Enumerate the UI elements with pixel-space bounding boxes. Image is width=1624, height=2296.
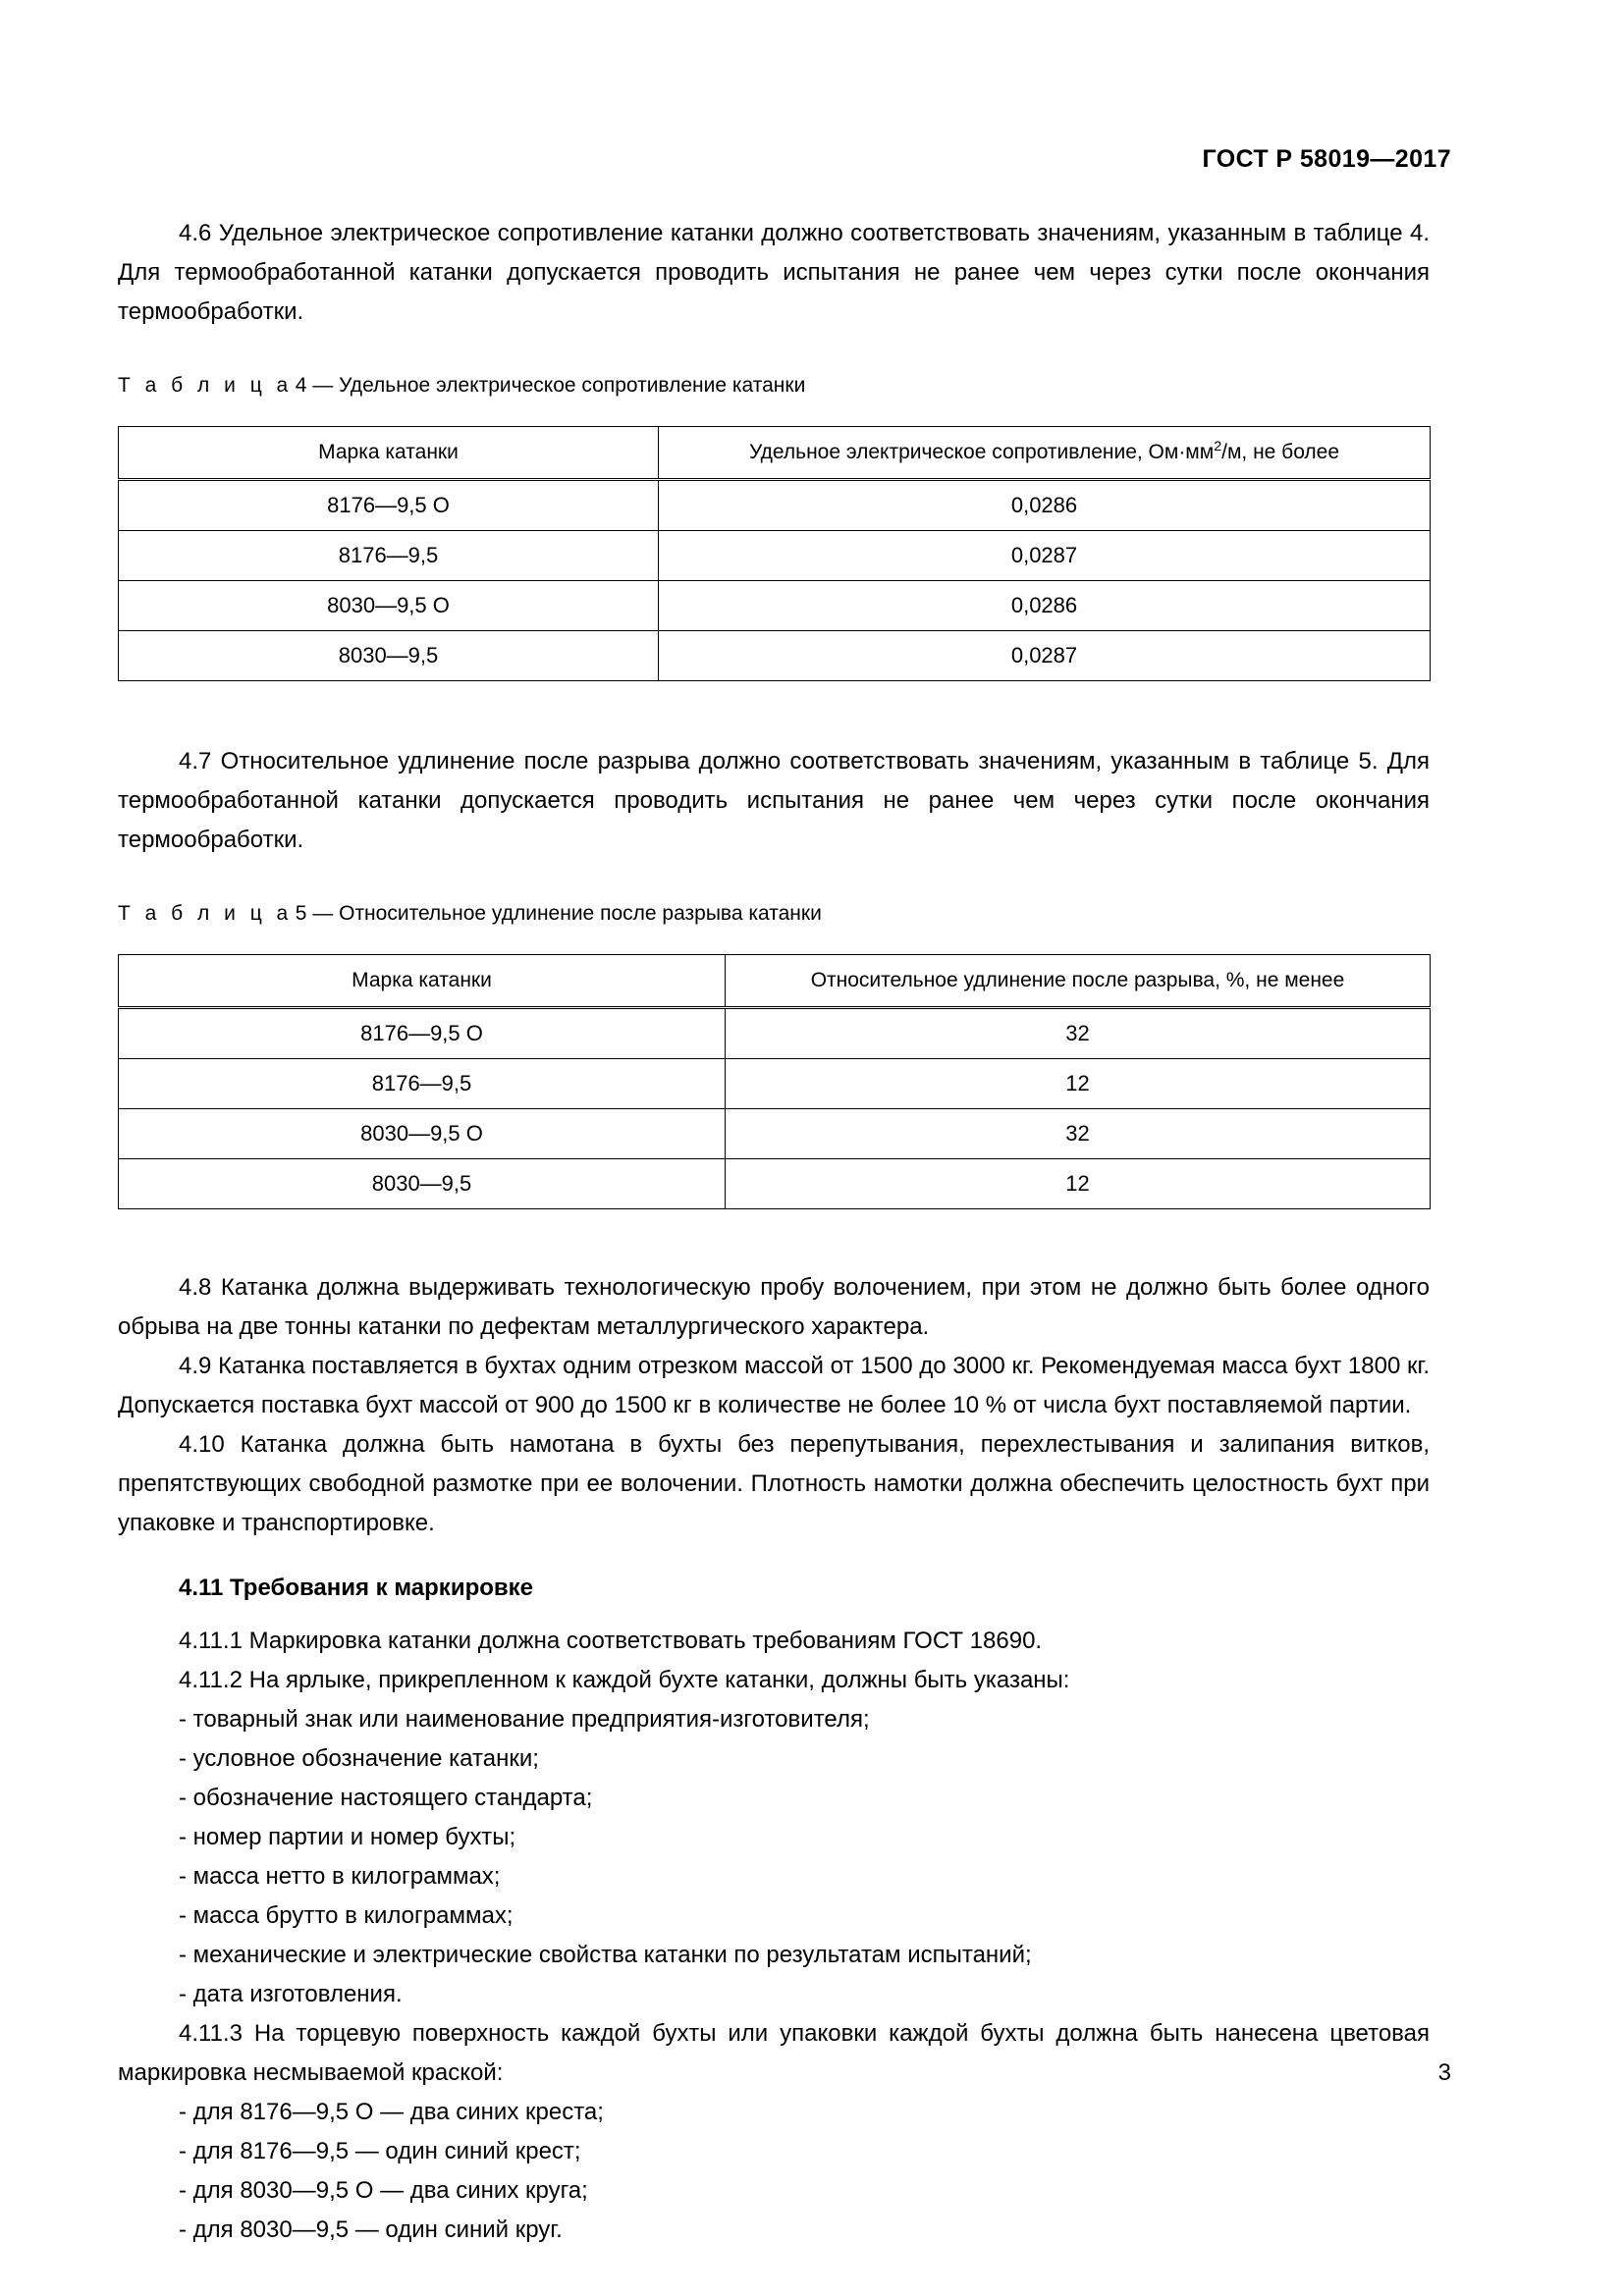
table-5-cell-mark: 8030—9,5 xyxy=(119,1159,726,1209)
table-4-caption-dash: — xyxy=(312,374,334,397)
spacer xyxy=(118,400,1430,426)
table-5-cell-mark: 8030—9,5 О xyxy=(119,1109,726,1159)
list-item: - номер партии и номер бухты; xyxy=(179,1824,516,1850)
table-row xyxy=(119,1008,1431,1059)
table-4-caption-word: Т а б л и ц а xyxy=(118,374,293,397)
table-row xyxy=(119,1059,1431,1109)
table-5-elongation xyxy=(118,954,1431,1209)
paragraph-4-11-3: 4.11.3 На торцевую поверхность каждой бухты или упаковки каждой бухты должна быть нанесена цветовая маркировка несмываемой краской: xyxy=(118,2020,1430,2086)
list-item: - масса нетто в килограммах; xyxy=(179,1863,501,1890)
paragraph-4-9: 4.9 Катанка поставляется в бухтах одним отрезком массой от 1500 до 3000 кг. Рекомендуемая масса бухт 1800 кг. Допускается поставка бухт массой от 900 до 1500 кг в количестве не более 10 % от числа бухт поставляемой партии. xyxy=(118,1353,1430,1418)
table-header-row xyxy=(119,427,1431,480)
list-item: - условное обозначение катанки; xyxy=(179,1745,539,1772)
table-row xyxy=(119,531,1431,581)
table-4-header-resistivity-suffix: /м, не более xyxy=(1221,441,1340,463)
paragraph-4-6: 4.6 Удельное электрическое сопротивление катанки должно соответствовать значениям, указанным в таблице 4. Для термообработанной катанки допускается проводить испытания не ранее чем через сутки после окончания термообработки. xyxy=(118,220,1430,325)
paragraph-4-10: 4.10 Катанка должна быть намотана в бухты без перепутывания, перехлестывания и залипания витков, препятствующих свободной размотке при ее волочении. Плотность намотки должна обеспечить целостность бухт при упаковке и транспортировке. xyxy=(118,1431,1430,1536)
table-row xyxy=(119,631,1431,681)
table-row xyxy=(119,1159,1431,1209)
paragraph-4-11-2: 4.11.2 На ярлыке, прикрепленном к каждой бухте катанки, должны быть указаны: xyxy=(179,1667,1070,1693)
list-item: - масса брутто в килограммах; xyxy=(179,1902,514,1929)
table-4-header-resistivity xyxy=(659,427,1431,480)
page-content xyxy=(118,214,1430,2250)
table-4-resistivity xyxy=(118,426,1431,681)
list-item: - дата изготовления. xyxy=(179,1981,403,2007)
table-4-cell-mark: 8176—9,5 О xyxy=(119,480,659,531)
list-item: - товарный знак или наименование предприятия-изготовителя; xyxy=(179,1706,870,1733)
paragraph-4-8: 4.8 Катанка должна выдерживать технологическую пробу волочением, при этом не должно быть более одного обрыва на две тонны катанки по дефектам металлургического характера. xyxy=(118,1274,1430,1340)
list-item: - для 8176—9,5 О — два синих креста; xyxy=(179,2099,604,2125)
spacer xyxy=(118,929,1430,954)
table-header-row xyxy=(119,955,1431,1008)
spacer xyxy=(118,332,1430,371)
table-4-cell-value: 0,0286 xyxy=(659,480,1431,531)
table-5-caption-title: Относительное удлинение после разрыва катанки xyxy=(339,902,822,925)
table-5-cell-mark: 8176—9,5 xyxy=(119,1059,726,1109)
paragraph-4-7: 4.7 Относительное удлинение после разрыва должно соответствовать значениям, указанным в таблице 5. Для термообработанной катанки допускается проводить испытания не ранее чем через сутки после окончания термообработки. xyxy=(118,748,1430,853)
table-5-cell-mark: 8176—9,5 О xyxy=(119,1008,726,1059)
table-5-header-elongation: Относительное удлинение после разрыва, %, не менее xyxy=(726,955,1431,1008)
spacer xyxy=(118,860,1430,899)
spacer xyxy=(118,1209,1430,1268)
list-item: - механические и электрические свойства катанки по результатам испытаний; xyxy=(179,1942,1032,1968)
table-5-caption-number: 5 xyxy=(295,902,307,925)
table-5-caption xyxy=(118,899,1430,929)
paragraph-4-11-1: 4.11.1 Маркировка катанки должна соответствовать требованиям ГОСТ 18690. xyxy=(179,1628,1043,1654)
table-4-cell-mark: 8030—9,5 О xyxy=(119,581,659,631)
table-5-cell-value: 32 xyxy=(726,1109,1431,1159)
table-5-header-mark: Марка катанки xyxy=(119,955,726,1008)
page-number: 3 xyxy=(1437,2059,1451,2086)
list-item: - для 8176—9,5 — один синий крест; xyxy=(179,2138,581,2164)
page-header-standard-code: ГОСТ Р 58019—2017 xyxy=(1202,145,1451,173)
table-4-header-resistivity-prefix: Удельное электрическое сопротивление, Ом·мм xyxy=(748,441,1215,463)
table-4-cell-mark: 8030—9,5 xyxy=(119,631,659,681)
spacer xyxy=(118,681,1430,742)
table-4-caption xyxy=(118,371,1430,400)
table-5-cell-value: 12 xyxy=(726,1159,1431,1209)
list-item: - для 8030—9,5 — один синий круг. xyxy=(179,2216,563,2243)
list-item: - для 8030—9,5 О — два синих круга; xyxy=(179,2177,588,2204)
table-row xyxy=(119,480,1431,531)
spacer xyxy=(118,1608,1430,1622)
table-4-cell-value: 0,0286 xyxy=(659,581,1431,631)
table-row xyxy=(119,581,1431,631)
heading-4-11: 4.11 Требования к маркировке xyxy=(179,1575,534,1601)
table-4-header-resistivity-superscript: 2 xyxy=(1214,439,1222,454)
table-4-header-mark: Марка катанки xyxy=(119,427,659,480)
table-4-caption-number: 4 xyxy=(295,374,307,397)
table-4-caption-title: Удельное электрическое сопротивление катанки xyxy=(339,374,806,397)
table-row xyxy=(119,1109,1431,1159)
table-4-cell-value: 0,0287 xyxy=(659,631,1431,681)
table-5-caption-word: Т а б л и ц а xyxy=(118,902,293,925)
table-4-cell-mark: 8176—9,5 xyxy=(119,531,659,581)
spacer xyxy=(118,1543,1430,1569)
table-5-cell-value: 12 xyxy=(726,1059,1431,1109)
table-5-caption-dash: — xyxy=(312,902,334,925)
table-4-cell-value: 0,0287 xyxy=(659,531,1431,581)
list-item: - обозначение настоящего стандарта; xyxy=(179,1785,593,1811)
table-5-cell-value: 32 xyxy=(726,1008,1431,1059)
